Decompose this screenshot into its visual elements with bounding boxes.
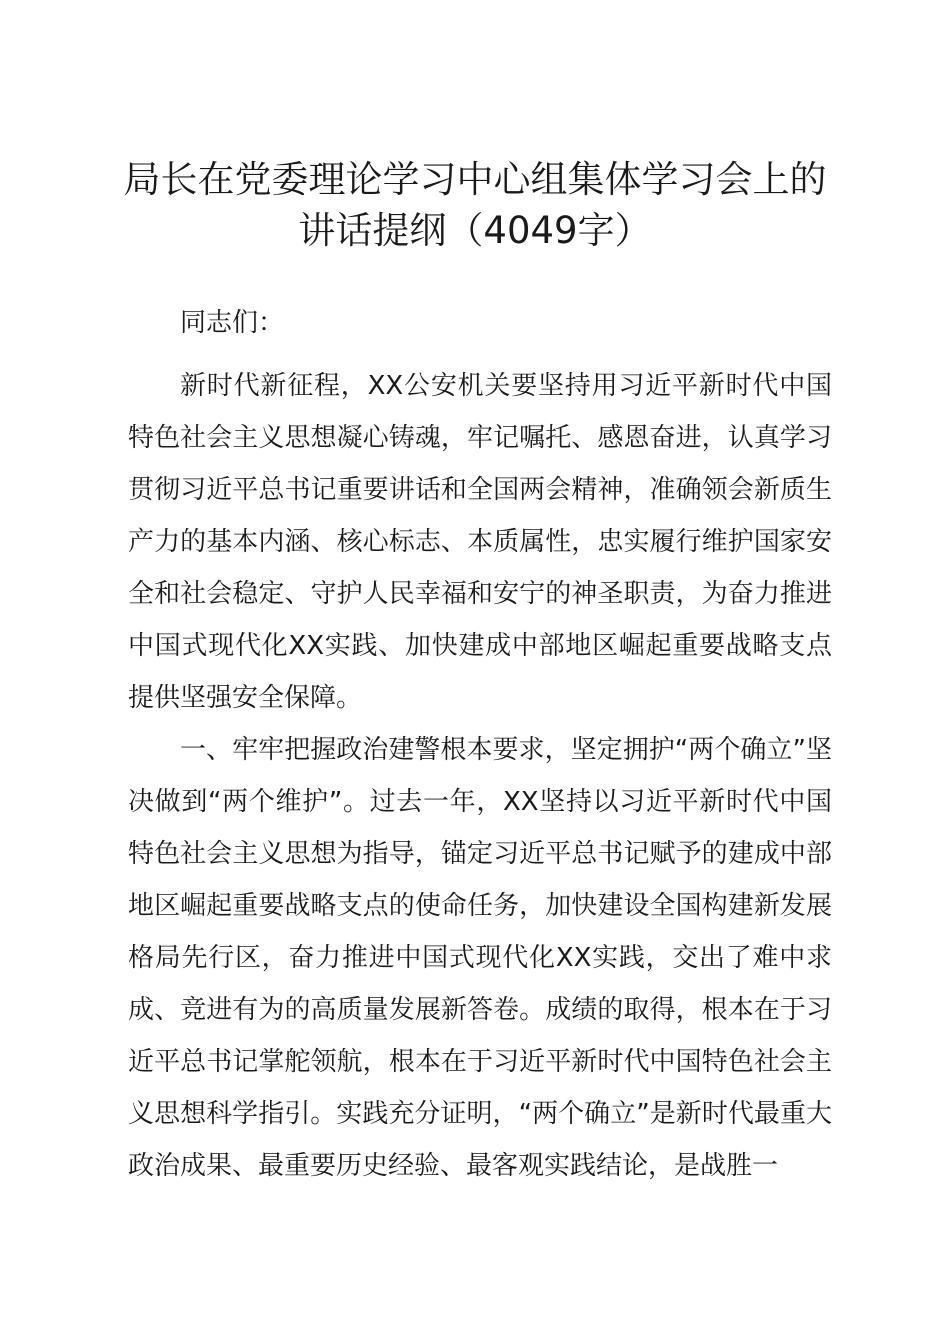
paragraph-intro: 新时代新征程，XX公安机关要坚持用习近平新时代中国特色社会主义思想凝心铸魂，牢记嘱托、感恩奋进，认真学习贯彻习近平总书记重要讲话和全国两会精神，准确领会新质生产力的基本内涵、核心标志、本质属性，忠实履行维护国家安全和社会稳定、守护人民幸福和安宁的神圣职责，为奋力推进中国式现代化XX实践、加快建成中部地区崛起重要战略支点提供坚强安全保障。 bbox=[128, 371, 832, 713]
paragraph-section-one: 一、牢牢把握政治建警根本要求，坚定拥护“两个确立”坚决做到“两个维护”。过去一年，XX坚持以习近平新时代中国特色社会主义思想为指导，锚定习近平总书记赋予的建成中部地区崛起重要战略支点的使命任务，加快建设全国构建新发展格局先行区，奋力推进中国式现代化XX实践，交出了难中求成、竞进有为的高质量发展新答卷。成绩的取得，根本在于习近平总书记掌舵领航，根本在于习近平新时代中国特色社会主义思想科学指引。实践充分证明，“两个确立”是新时代最重大政治成果、最重要历史经验、最客观实践结论，是战胜一 bbox=[128, 735, 832, 1181]
document-title: 局长在党委理论学习中心组集体学习会上的讲话提纲（4049字） bbox=[123, 158, 827, 252]
greeting: 同志们： bbox=[180, 308, 285, 338]
